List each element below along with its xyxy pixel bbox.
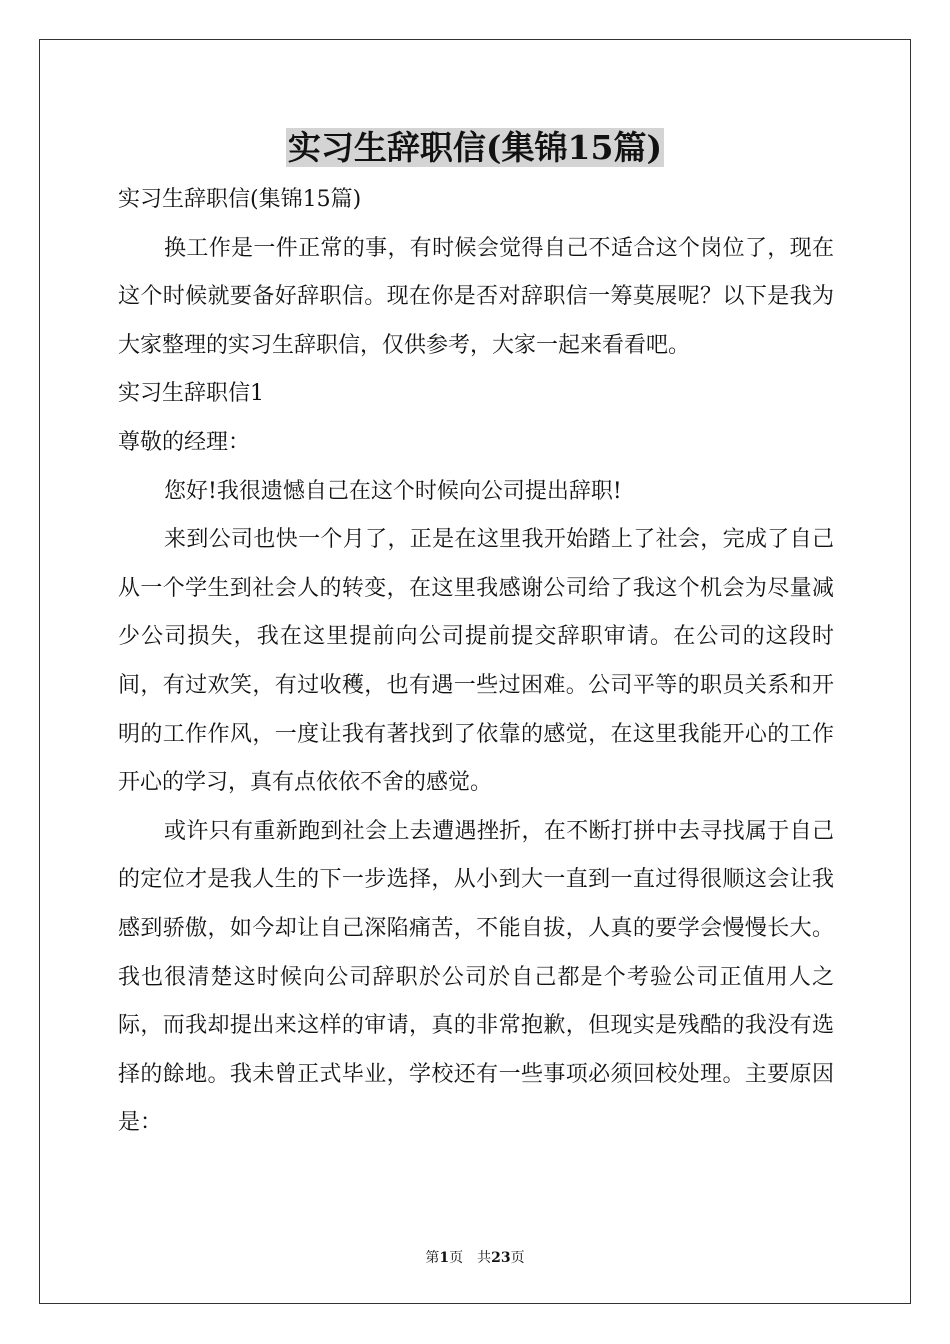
document-body [118, 176, 834, 1148]
intro-paragraph: 换工作是一件正常的事，有时候会觉得自己不适合这个岗位了，现在这个时候就要备好辞职信。现在你是否对辞职信一筹莫展呢？以下是我为大家整理的实习生辞职信，仅供参考，大家一起来看看吧。 [118, 235, 834, 358]
document-title-text: 实习生辞职信(集锦15篇) [287, 128, 663, 167]
subtitle-line: 实习生辞职信(集锦15篇) [118, 187, 362, 212]
total-suffix: 页 [510, 1250, 525, 1266]
page-total: 23 [491, 1250, 511, 1266]
body-paragraph: 或许只有重新跑到社会上去遭遇挫折，在不断打拼中去寻找属于自己的定位才是我人生的下一步选择，从小到大一直到一直过得很顺这会让我感到骄傲，如今却让自己深陷痛苦，不能自拔，人真的要学会慢慢长大。我也很清楚这时候向公司辞职於公司於自己都是个考验公司正值用人之际，而我却提出来这样的审请，真的非常抱歉，但现实是残酷的我没有选择的餘地。我未曾正式毕业，学校还有一些事项必须回校处理。主要原因是： [118, 818, 834, 1136]
section-heading: 实习生辞职信1 [118, 381, 264, 407]
page-prefix: 第 [425, 1250, 440, 1266]
greeting-paragraph: 您好!我很遗憾自己在这个时候向公司提出辞职! [164, 478, 622, 504]
body-paragraph: 来到公司也快一个月了，正是在这里我开始踏上了社会，完成了自己从一个学生到社会人的转变，在这里我感谢公司给了我这个机会为尽量减少公司损失，我在这里提前向公司提前提交辞职审请。在公司的这段时间，有过欢笑，有过收穫，也有遇一些过困难。公司平等的职员关系和开明的工作作风，一度让我有著找到了依靠的感觉，在这里我能开心的工作开心的学习，真有点依依不舍的感觉。 [118, 527, 834, 796]
page-current: 1 [439, 1250, 450, 1266]
total-prefix: 共 [477, 1250, 492, 1266]
page-suffix: 页 [449, 1250, 464, 1266]
salutation: 尊敬的经理： [118, 429, 251, 455]
document-title [0, 124, 950, 172]
page-footer [0, 1248, 950, 1268]
